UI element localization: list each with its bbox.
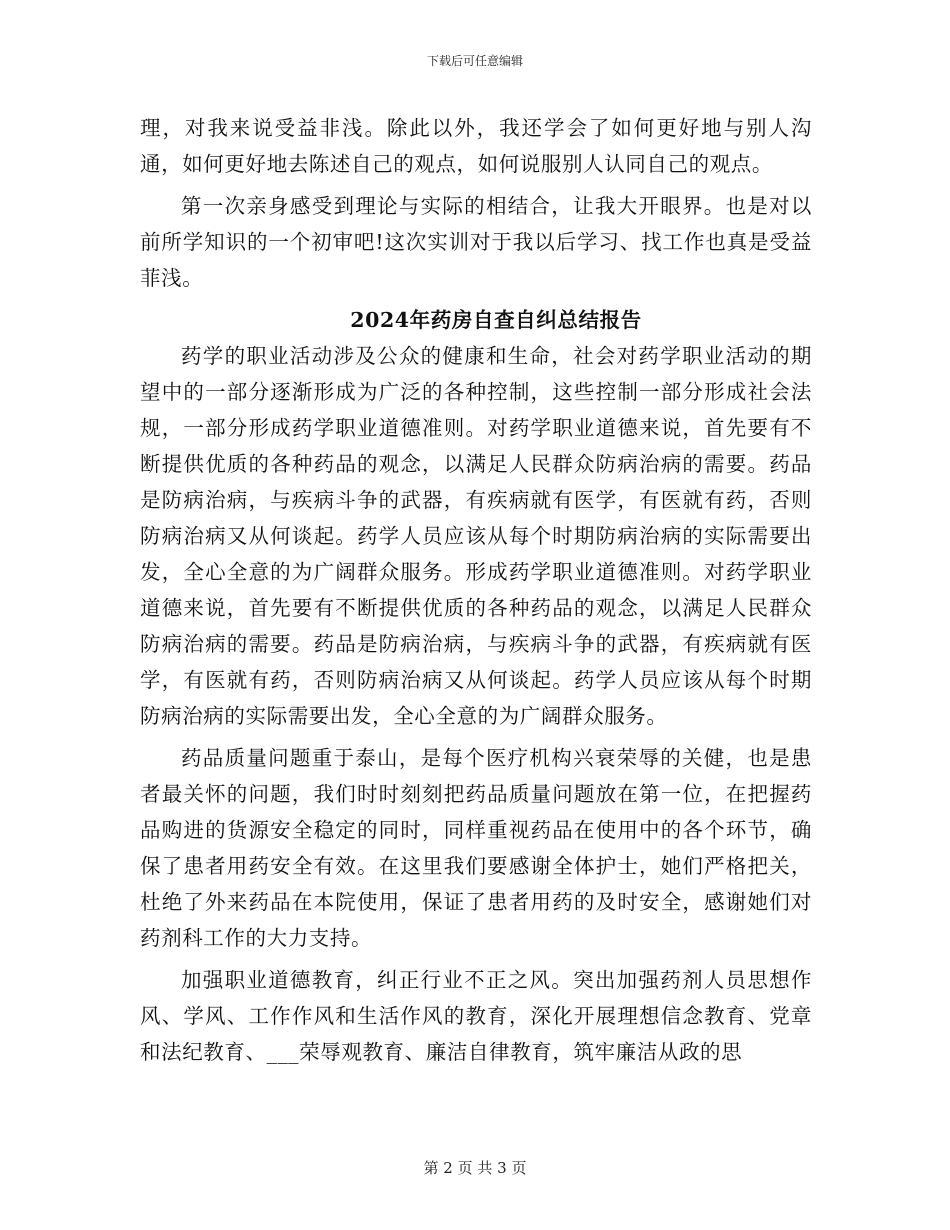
paragraph: 药品质量问题重于泰山，是每个医疗机构兴衰荣辱的关健，也是患者最关怀的问题，我们时时刻刻把药品质量问题放在第一位，在把握药品购进的货源安全稳定的同时，同样重视药品在使用中的各个环节，确保了患者用药安全有效。在这里我们要感谢全体护士，她们严格把关，杜绝了外来药品在本院使用，保证了患者用药的及时安全，感谢她们对药剂科工作的大力支持。 — [140, 746, 812, 950]
paragraph: 第一次亲身感受到理论与实际的相结合，让我大开眼界。也是对以前所学知识的一个初审吧!这次实训对于我以后学习、找工作也真是受益菲浅。 — [140, 194, 812, 290]
page-footer: 第 2 页 共 3 页 — [423, 1159, 527, 1177]
paragraph: 加强职业道德教育，纠正行业不正之风。突出加强药剂人员思想作风、学风、工作作风和生活作风的教育，深化开展理想信念教育、党章和法纪教育、___荣辱观教育、廉洁自律教育，筑牢廉洁从政的思 — [140, 968, 812, 1064]
paragraph: 药学的职业活动涉及公众的健康和生命，社会对药学职业活动的期望中的一部分逐渐形成为广泛的各种控制，这些控制一部分形成社会法规，一部分形成药学职业道德准则。对药学职业道德来说，首先要有不断提供优质的各种药品的观念，以满足人民群众防病治病的需要。药品是防病治病，与疾病斗争的武器，有疾病就有医学，有医就有药，否则防病治病又从何谈起。药学人员应该从每个时期防病治病的实际需要出发，全心全意的为广阔群众服务。形成药学职业道德准则。对药学职业道德来说，首先要有不断提供优质的各种药品的观念，以满足人民群众防病治病的需要。药品是防病治病，与疾病斗争的武器，有疾病就有医学，有医就有药，否则防病治病又从何谈起。药学人员应该从每个时期防病治病的实际需要出发，全心全意的为广阔群众服务。 — [140, 344, 812, 728]
section-title: 2024年药房自查自纠总结报告 — [350, 308, 642, 332]
paragraph-continued: 理，对我来说受益非浅。除此以外，我还学会了如何更好地与别人沟通，如何更好地去陈述自己的观点，如何说服别人认同自己的观点。 — [140, 116, 812, 176]
document-body — [140, 110, 812, 1076]
page-header: 下载后可任意编辑 — [426, 54, 523, 68]
